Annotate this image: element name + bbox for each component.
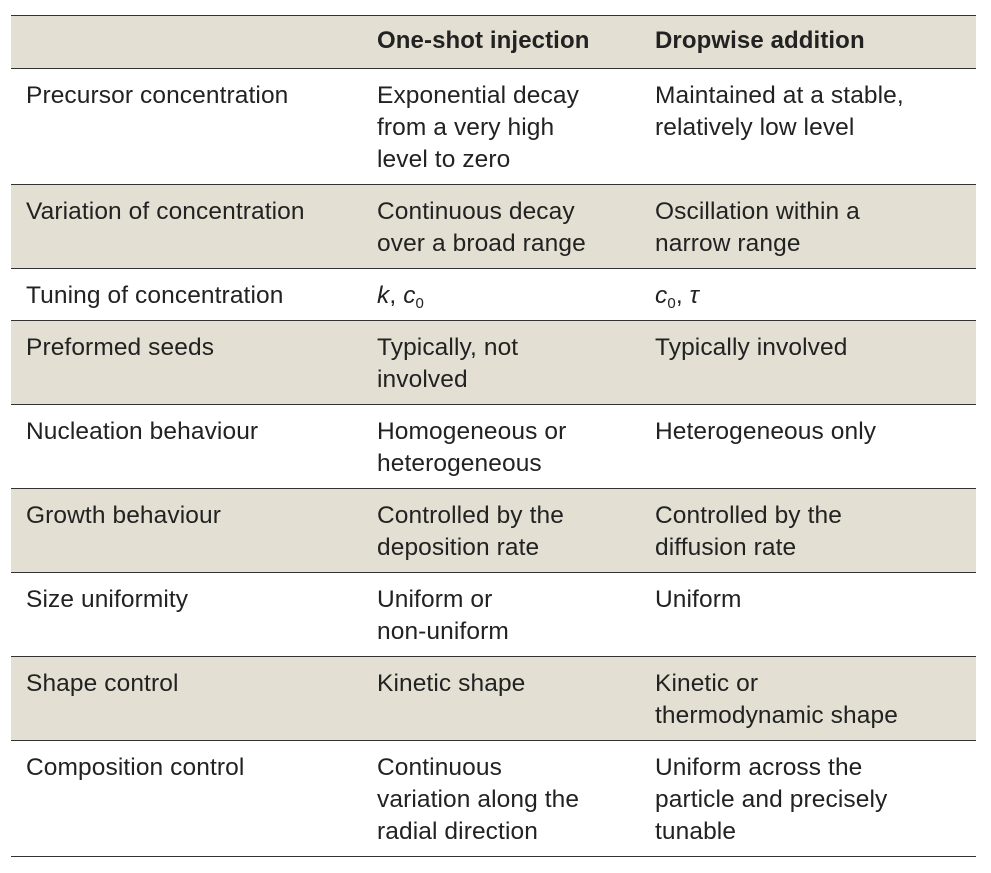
one-shot-cell: Continuous variation along the radial direction — [377, 754, 580, 845]
dropwise-cell: Uniform across the particle and precisely tunable — [655, 754, 888, 845]
table-row — [11, 657, 976, 741]
separator: , — [675, 282, 690, 309]
dropwise-cell: Maintained at a stable, relatively low level — [655, 82, 904, 141]
symbol-k: k — [377, 282, 390, 309]
dropwise-cell: Controlled by the diffusion rate — [655, 502, 842, 561]
subscript-zero: 0 — [667, 295, 676, 312]
row-label: Growth behaviour — [26, 502, 221, 529]
row-label: Nucleation behaviour — [26, 418, 259, 445]
row-label: Precursor concentration — [26, 82, 289, 109]
row-label: Size uniformity — [26, 586, 189, 613]
header-one-shot-injection: One-shot injection — [377, 27, 590, 54]
table-row — [11, 573, 976, 657]
symbol-c: c — [655, 282, 668, 309]
subscript-zero: 0 — [415, 295, 424, 312]
table-row — [11, 741, 976, 857]
dropwise-cell: Kinetic or thermodynamic shape — [655, 670, 898, 729]
one-shot-cell: Controlled by the deposition rate — [377, 502, 564, 561]
header-empty — [11, 16, 361, 68]
one-shot-cell: Homogeneous or heterogeneous — [377, 418, 567, 477]
dropwise-cell: Oscillation within a narrow range — [655, 198, 860, 257]
one-shot-cell: Uniform or non-uniform — [377, 586, 509, 645]
one-shot-cell — [361, 269, 640, 320]
symbol-tau: τ — [689, 282, 699, 309]
row-label: Shape control — [26, 670, 179, 697]
symbol-c: c — [403, 282, 416, 309]
separator: , — [389, 282, 404, 309]
row-label: Preformed seeds — [26, 334, 215, 361]
table-row — [11, 269, 976, 321]
dropwise-cell — [640, 269, 976, 320]
dropwise-cell: Typically involved — [655, 334, 848, 361]
table-header-row — [11, 16, 976, 69]
table-row — [11, 405, 976, 489]
table-row — [11, 321, 976, 405]
dropwise-cell: Heterogeneous only — [655, 418, 877, 445]
header-dropwise-addition: Dropwise addition — [655, 27, 865, 54]
dropwise-cell: Uniform — [655, 586, 742, 613]
comparison-table — [11, 15, 976, 857]
row-label: Composition control — [26, 754, 245, 781]
one-shot-cell: Continuous decay over a broad range — [377, 198, 586, 257]
row-label: Tuning of concentration — [26, 282, 284, 309]
table-row — [11, 185, 976, 269]
one-shot-cell: Typically, not involved — [377, 334, 519, 393]
table-row — [11, 69, 976, 185]
one-shot-cell: Exponential decay from a very high level to zero — [377, 82, 579, 173]
row-label: Variation of concentration — [26, 198, 305, 225]
one-shot-cell: Kinetic shape — [377, 670, 526, 697]
table-row — [11, 489, 976, 573]
